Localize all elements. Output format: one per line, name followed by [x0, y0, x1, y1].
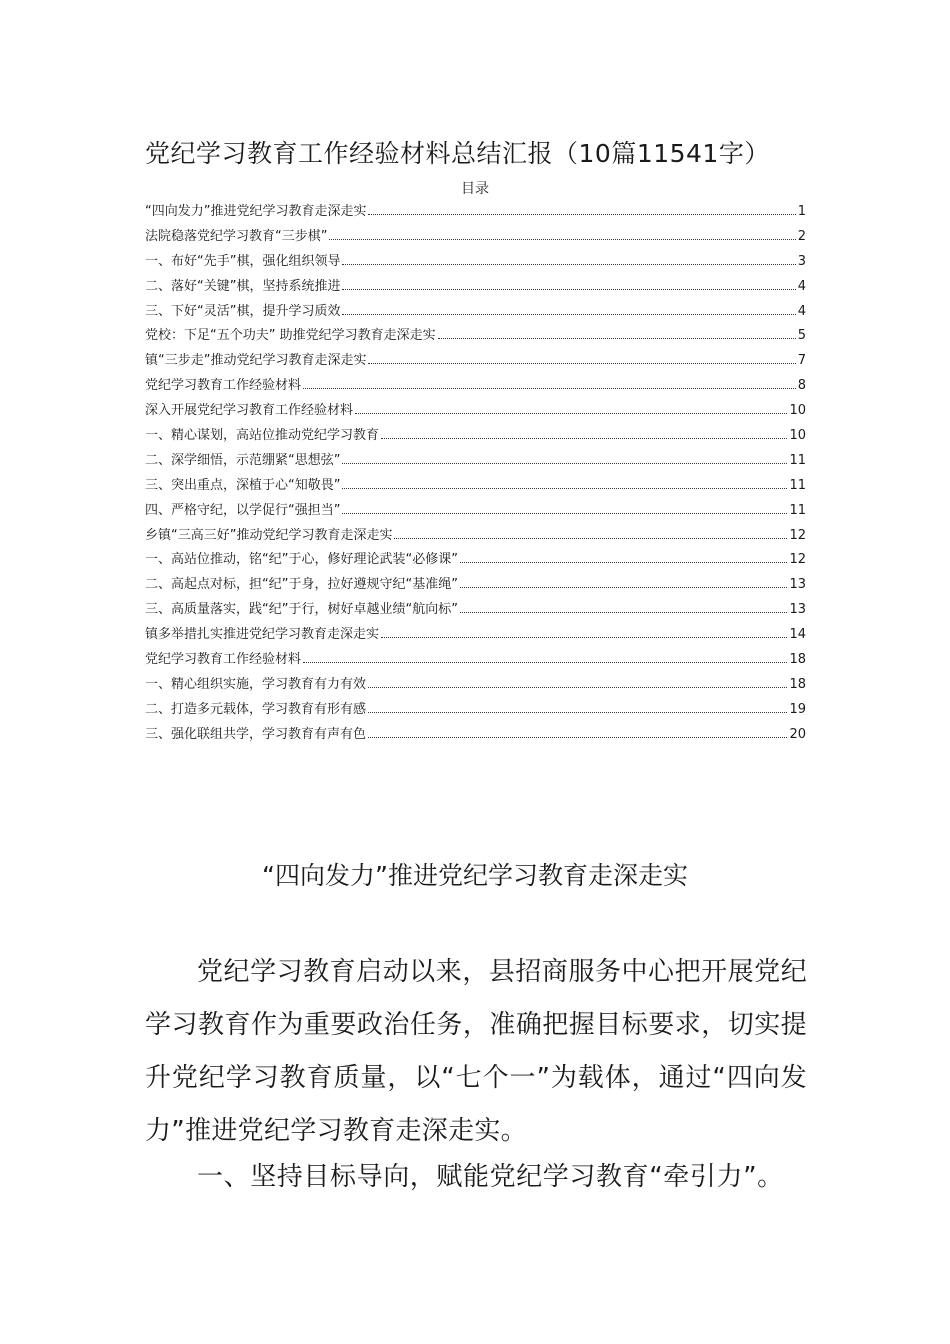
toc-entry-title: 三、强化联组共学，学习教育有声有色	[145, 726, 367, 742]
toc-dot-leader	[381, 438, 787, 439]
toc-entry-title: 镇“三步走”推动党纪学习教育走深走实	[145, 353, 367, 369]
toc-entry[interactable]	[145, 527, 806, 552]
toc-entry-title: 二、打造多元载体，学习教育有形有感	[145, 701, 367, 717]
toc-entry-title: 乡镇“三高三好”推动党纪学习教育走深走实	[145, 527, 393, 543]
toc-entry[interactable]	[145, 726, 806, 751]
toc-entry-page-number: 11	[789, 502, 806, 518]
toc-entry-page-number: 18	[789, 676, 806, 692]
document-title: 党纪学习教育工作经验材料总结汇报（10篇11541字）	[145, 139, 770, 168]
toc-dot-leader	[342, 314, 795, 315]
toc-entry-page-number: 7	[797, 353, 806, 369]
toc-entry[interactable]	[145, 676, 806, 701]
section-title: “四向发力”推进党纪学习教育走深走实	[262, 861, 688, 890]
toc-heading: 目录	[461, 181, 489, 197]
toc-entry-page-number: 11	[789, 452, 806, 468]
toc-entry-page-number: 13	[789, 577, 806, 593]
toc-entry[interactable]	[145, 626, 806, 651]
toc-entry-page-number: 10	[789, 428, 806, 444]
toc-entry-title: 深入开展党纪学习教育工作经验材料	[145, 403, 354, 419]
toc-dot-leader	[368, 214, 795, 215]
toc-entry-page-number: 12	[789, 527, 806, 543]
toc-entry-title: 四、严格守纪，以学促行“强担当”	[145, 502, 341, 518]
toc-dot-leader	[438, 338, 796, 339]
toc-dot-leader	[460, 562, 788, 563]
toc-entry[interactable]	[145, 203, 806, 228]
toc-dot-leader	[342, 488, 787, 489]
toc-entry-title: 镇多举措扎实推进党纪学习教育走深走实	[145, 627, 380, 643]
toc-dot-leader	[303, 388, 796, 389]
toc-dot-leader	[381, 637, 787, 638]
toc-entry[interactable]	[145, 452, 806, 477]
toc-entry[interactable]	[145, 228, 806, 253]
toc-dot-leader	[460, 612, 788, 613]
toc-entry[interactable]	[145, 327, 806, 352]
toc-entry-title: 二、深学细悟，示范绷紧“思想弦”	[145, 452, 341, 468]
toc-dot-leader	[355, 413, 787, 414]
subsection-heading: 一、坚持目标导向，赋能党纪学习教育“牵引力”。	[197, 1162, 784, 1192]
toc-entry-title: 一、高站位推动，铭“纪”于心，修好理论武装“必修课”	[145, 552, 458, 568]
toc-entry-page-number: 13	[789, 602, 806, 618]
toc-dot-leader	[394, 538, 787, 539]
toc-entry-title: 二、落好“关键”棋，坚持系统推进	[145, 278, 341, 294]
body-paragraph: 党纪学习教育启动以来，县招商服务中心把开展党纪学习教育作为重要政治任务，准确把握目标要求，切实提升党纪学习教育质量，以“七个一”为载体，通过“四向发力”推进党纪学习教育走深走实。	[145, 957, 807, 1146]
toc-dot-leader	[329, 239, 795, 240]
toc-entry-page-number: 4	[797, 303, 806, 319]
toc-entry-page-number: 14	[789, 627, 806, 643]
toc-entry[interactable]	[145, 576, 806, 601]
toc-entry-title: 一、布好“先手”棋，强化组织领导	[145, 253, 341, 269]
toc-entry[interactable]	[145, 477, 806, 502]
toc-entry-page-number: 19	[789, 701, 806, 717]
toc-entry-page-number: 12	[789, 552, 806, 568]
toc-entry[interactable]	[145, 278, 806, 303]
toc-entry[interactable]	[145, 253, 806, 278]
toc-entry[interactable]	[145, 352, 806, 377]
toc-dot-leader	[368, 363, 795, 364]
toc-entry-title: 一、精心谋划，高站位推动党纪学习教育	[145, 428, 380, 444]
toc-entry-page-number: 1	[797, 204, 806, 219]
toc-entry-page-number: 2	[797, 228, 806, 244]
toc-dot-leader	[368, 687, 787, 688]
toc-entry-page-number: 18	[789, 652, 806, 668]
toc-entry-title: 法院稳落党纪学习教育“三步棋”	[145, 228, 328, 244]
toc-entry-title: 三、下好“灵活”棋，提升学习质效	[145, 303, 341, 319]
toc-entry-page-number: 8	[797, 378, 806, 394]
toc-entry[interactable]	[145, 701, 806, 726]
toc-entry-page-number: 5	[797, 328, 806, 344]
toc-entry-page-number: 10	[789, 403, 806, 419]
toc-entry[interactable]	[145, 427, 806, 452]
toc-entry-page-number: 11	[789, 477, 806, 493]
table-of-contents	[145, 203, 806, 751]
toc-dot-leader	[342, 463, 787, 464]
toc-dot-leader	[460, 587, 788, 588]
toc-entry[interactable]	[145, 601, 806, 626]
toc-entry-title: 党纪学习教育工作经验材料	[145, 652, 302, 668]
toc-entry-page-number: 4	[797, 278, 806, 294]
toc-entry-title: 三、高质量落实，践“纪”于行，树好卓越业绩“航向标”	[145, 602, 458, 618]
toc-dot-leader	[342, 264, 795, 265]
toc-entry[interactable]	[145, 303, 806, 328]
toc-entry[interactable]	[145, 651, 806, 676]
toc-entry-title: 党校：下足“五个功夫” 助推党纪学习教育走深走实	[145, 328, 436, 344]
toc-entry[interactable]	[145, 377, 806, 402]
toc-entry-page-number: 3	[797, 253, 806, 269]
toc-entry[interactable]	[145, 502, 806, 527]
toc-entry-title: 二、高起点对标，担“纪”于身，拉好遵规守纪“基准绳”	[145, 577, 458, 593]
toc-dot-leader	[303, 662, 787, 663]
toc-entry-page-number: 20	[789, 726, 806, 742]
toc-entry[interactable]	[145, 551, 806, 576]
toc-entry-title: 三、突出重点，深植于心“知敬畏”	[145, 477, 341, 493]
toc-entry-title: 一、精心组织实施，学习教育有力有效	[145, 676, 367, 692]
toc-entry-title: 党纪学习教育工作经验材料	[145, 378, 302, 394]
toc-entry[interactable]	[145, 402, 806, 427]
toc-dot-leader	[342, 513, 787, 514]
toc-dot-leader	[368, 712, 787, 713]
toc-entry-title: “四向发力”推进党纪学习教育走深走实	[145, 204, 367, 219]
toc-dot-leader	[342, 289, 795, 290]
toc-dot-leader	[368, 737, 787, 738]
